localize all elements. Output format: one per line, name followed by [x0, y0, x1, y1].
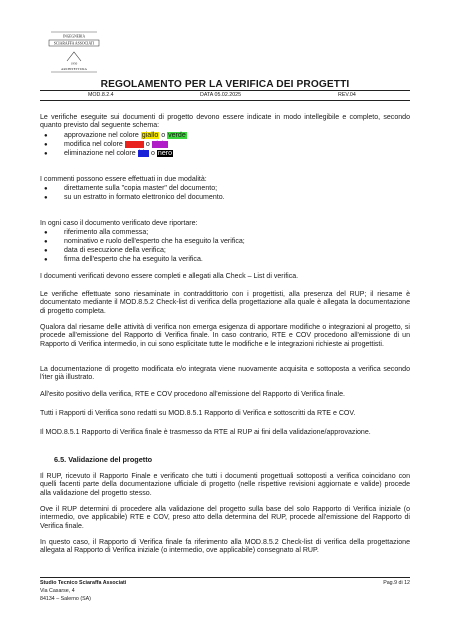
bullet-icon: ● — [44, 142, 48, 148]
bullet-icon: ● — [44, 239, 48, 245]
paragraph: Tutti i Rapporti di Verifica sono redatti su MOD.8.5.1 Rapporto di Verifica e sottoscritti da RTE e COV. — [40, 410, 356, 417]
paragraph: La documentazione di progetto modificata e/o integrata viene nuovamente acquisita e sottoposta a verifica secondo l'iter già illustrato. — [40, 366, 410, 382]
bullet-icon: ● — [44, 186, 48, 192]
paragraph: I documenti verificati devono essere completi e allegati alla Check – List di verifica. — [40, 273, 299, 280]
bullet-icon: ● — [44, 257, 48, 263]
paragraph: In questo caso, il Rapporto di Verifica finale fa riferimento alla MOD.8.5.2 Check-list di verifica della progettazione allegata al Rapporto di Verifica iniziale (o intermedio, ove applicabile) consegnato al RUP. — [40, 539, 410, 555]
document-title: REGOLAMENTO PER LA VERIFICA DEI PROGETTI — [100, 79, 350, 90]
company-logo — [45, 30, 103, 74]
footer-studio: Studio Tecnico Sciaraffa Associati — [40, 580, 127, 586]
paragraph: I commenti possono essere effettuati in due modalità: — [40, 176, 207, 183]
bullet-icon: ● — [44, 230, 48, 236]
bullet-icon: ● — [44, 195, 48, 201]
separator: o — [159, 132, 168, 139]
paragraph: Ove il RUP determini di procedere alla validazione del progetto sulla base del solo Rapporto di Verifica iniziale (o intermedio, ove applicabile) RTE e COV, preso atto della determina del RUP, procede all'emissione del Rapporto di Verifica finale. — [40, 506, 410, 530]
mod-code: MOD.8.2.4 — [88, 92, 114, 98]
list-item-text: eliminazione nel colore — [64, 150, 138, 157]
highlight-blu: blu — [138, 150, 149, 157]
paragraph: Le verifiche effettuate sono riesaminate in contraddittorio con i progettisti, alla presenza del RUP; il riesame è documentato mediante il MOD.8.5.2 Check-list di verifica della progettazione alla quale è allegata la documentazione di progetto completa. — [40, 291, 410, 315]
logo-text-4: ARCHITETTURA — [61, 66, 87, 71]
highlight-rosso: rosso — [125, 141, 143, 148]
doc-revision: REV.04 — [338, 92, 356, 98]
header-rule — [40, 90, 410, 91]
paragraph: Il RUP, ricevuto il Rapporto Finale e verificato che tutti i documenti progettuali sottoposti a verifica coincidano con quelli facenti parte della documentazione ufficiale di progetto (nelle rispettive revisioni aggiornate e valide) procede alla validazione del progetto stesso. — [40, 473, 410, 497]
header-rule-bottom — [40, 100, 410, 101]
logo-text-2: SCIARAFFA ASSOCIATI — [53, 41, 95, 46]
separator: o — [143, 141, 152, 148]
bullet-icon: ● — [44, 133, 48, 139]
paragraph: In ogni caso il documento verificato deve riportare: — [40, 220, 198, 227]
list-item-text: approvazione nel colore — [64, 132, 141, 139]
bullet-icon: ● — [44, 248, 48, 254]
highlight-viola: viola — [152, 141, 168, 148]
footer-city: 84134 – Salerno (SA) — [40, 596, 91, 602]
logo-text-3: 1950 — [70, 61, 78, 66]
list-item-text: modifica nel colore — [64, 141, 125, 148]
section-heading: 6.5. Validazione del progetto — [54, 455, 153, 464]
footer-address: Via Casarse, 4 — [40, 588, 75, 594]
paragraph: Le verifiche eseguite sui documenti di progetto devono essere indicate in modo intellegibile e completo, secondo quanto previsto dal seguente schema: — [40, 114, 410, 130]
highlight-giallo: giallo — [141, 132, 159, 139]
logo-text-1: INGEGNERIA — [62, 34, 86, 39]
doc-date: DATA 05.02.2025 — [200, 92, 242, 98]
list-item-text: su un estratto in formato elettronico del documento. — [64, 194, 225, 201]
highlight-verde: verde — [168, 132, 186, 139]
list-item-text: data di esecuzione della verifica; — [64, 247, 166, 254]
paragraph: All'esito positivo della verifica, RTE e COV procedono all'emissione del Rapporto di Verifica finale. — [40, 391, 345, 398]
bullet-icon: ● — [44, 151, 48, 157]
paragraph: Il MOD.8.5.1 Rapporto di Verifica finale è trasmesso da RTE al RUP ai fini della validazione/approvazione. — [40, 429, 371, 436]
separator: o — [149, 150, 157, 157]
list-item-text: riferimento alla commessa; — [64, 229, 149, 236]
list-item-text: nominativo e ruolo dell'esperto che ha eseguito la verifica; — [64, 238, 245, 245]
page-number: Pag.9 di 12 — [383, 580, 410, 586]
paragraph: Qualora dal riesame delle attività di verifica non emerga esigenza di apportare modifiche o integrazioni al progetto, si procede all'emissione del Rapporto di Verifica finale. In caso contrario, RTE e COV procedono all'emissione di un Rapporto di Verifica intermedio, in cui sono esplicitate tutte le modifiche e le integrazioni richieste ai progettisti. — [40, 324, 410, 348]
footer-rule — [40, 577, 410, 578]
list-item-text: firma dell'esperto che ha eseguito la verifica. — [64, 256, 203, 263]
highlight-nero: nero — [157, 150, 173, 157]
list-item-text: direttamente sulla "copia master" del documento; — [64, 185, 218, 192]
